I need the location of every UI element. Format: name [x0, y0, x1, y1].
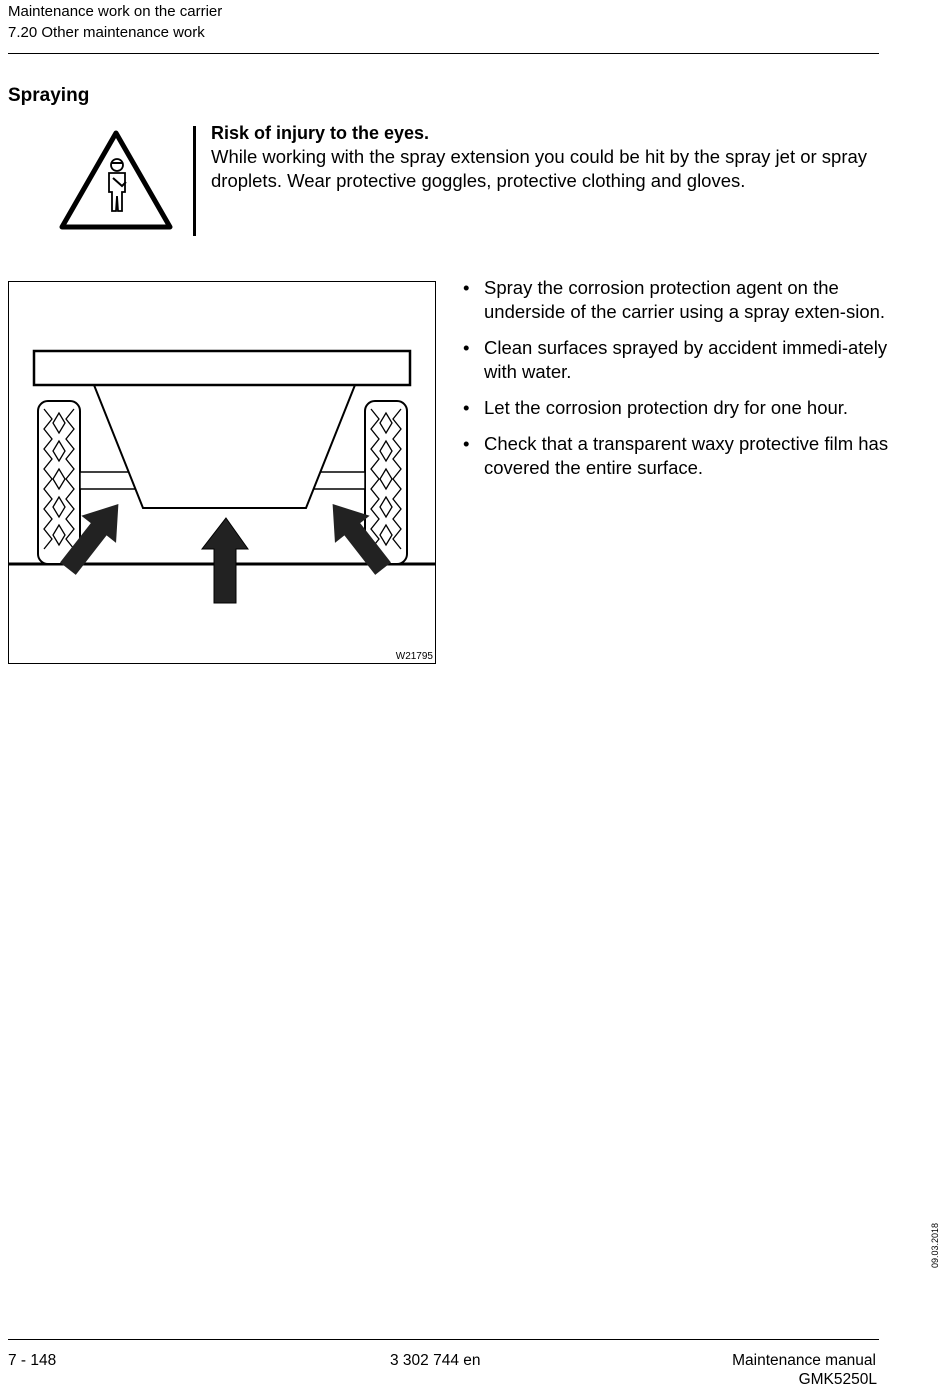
bullet: • — [463, 433, 470, 454]
list-item — [463, 276, 893, 324]
side-date: 09.03.2018 — [930, 1222, 940, 1268]
model-name: GMK5250L — [798, 1371, 877, 1388]
step-text: Spray the corrosion protection agent on the underside of the carrier using a spray exten-sion. — [484, 277, 886, 322]
warning-text: While working with the spray extension you could be hit by the spray jet or spray droplets. Wear protective goggles, protective clothing and gloves. — [211, 146, 868, 191]
list-item — [463, 432, 893, 480]
bullet: • — [463, 337, 470, 358]
header-chapter: Maintenance work on the carrier — [8, 3, 223, 20]
page-number: 7 - 148 — [8, 1352, 57, 1369]
footer-rule — [8, 1339, 879, 1340]
manual-title: Maintenance manual — [732, 1352, 876, 1369]
warning-title: Risk of injury to the eyes. — [211, 123, 430, 143]
bullet: • — [463, 277, 470, 298]
warning-bar — [193, 126, 196, 236]
eye-injury-hazard-icon — [56, 128, 176, 234]
list-item — [463, 336, 893, 384]
step-text: Check that a transparent waxy protective film has covered the entire surface. — [484, 433, 889, 478]
header-rule — [8, 53, 879, 54]
header-section: 7.20 Other maintenance work — [8, 24, 205, 41]
section-title: Spraying — [8, 85, 90, 106]
step-text: Clean surfaces sprayed by accident immedi-ately with water. — [484, 337, 888, 382]
carrier-underside-spray-diagram — [8, 281, 436, 664]
instruction-list — [463, 276, 893, 492]
carrier-underside-figure — [8, 281, 436, 664]
bullet: • — [463, 397, 470, 418]
figure-id: W21795 — [395, 651, 433, 662]
doc-number: 3 302 744 en — [390, 1352, 481, 1369]
step-text: Let the corrosion protection dry for one hour. — [484, 397, 849, 418]
list-item — [463, 396, 893, 420]
